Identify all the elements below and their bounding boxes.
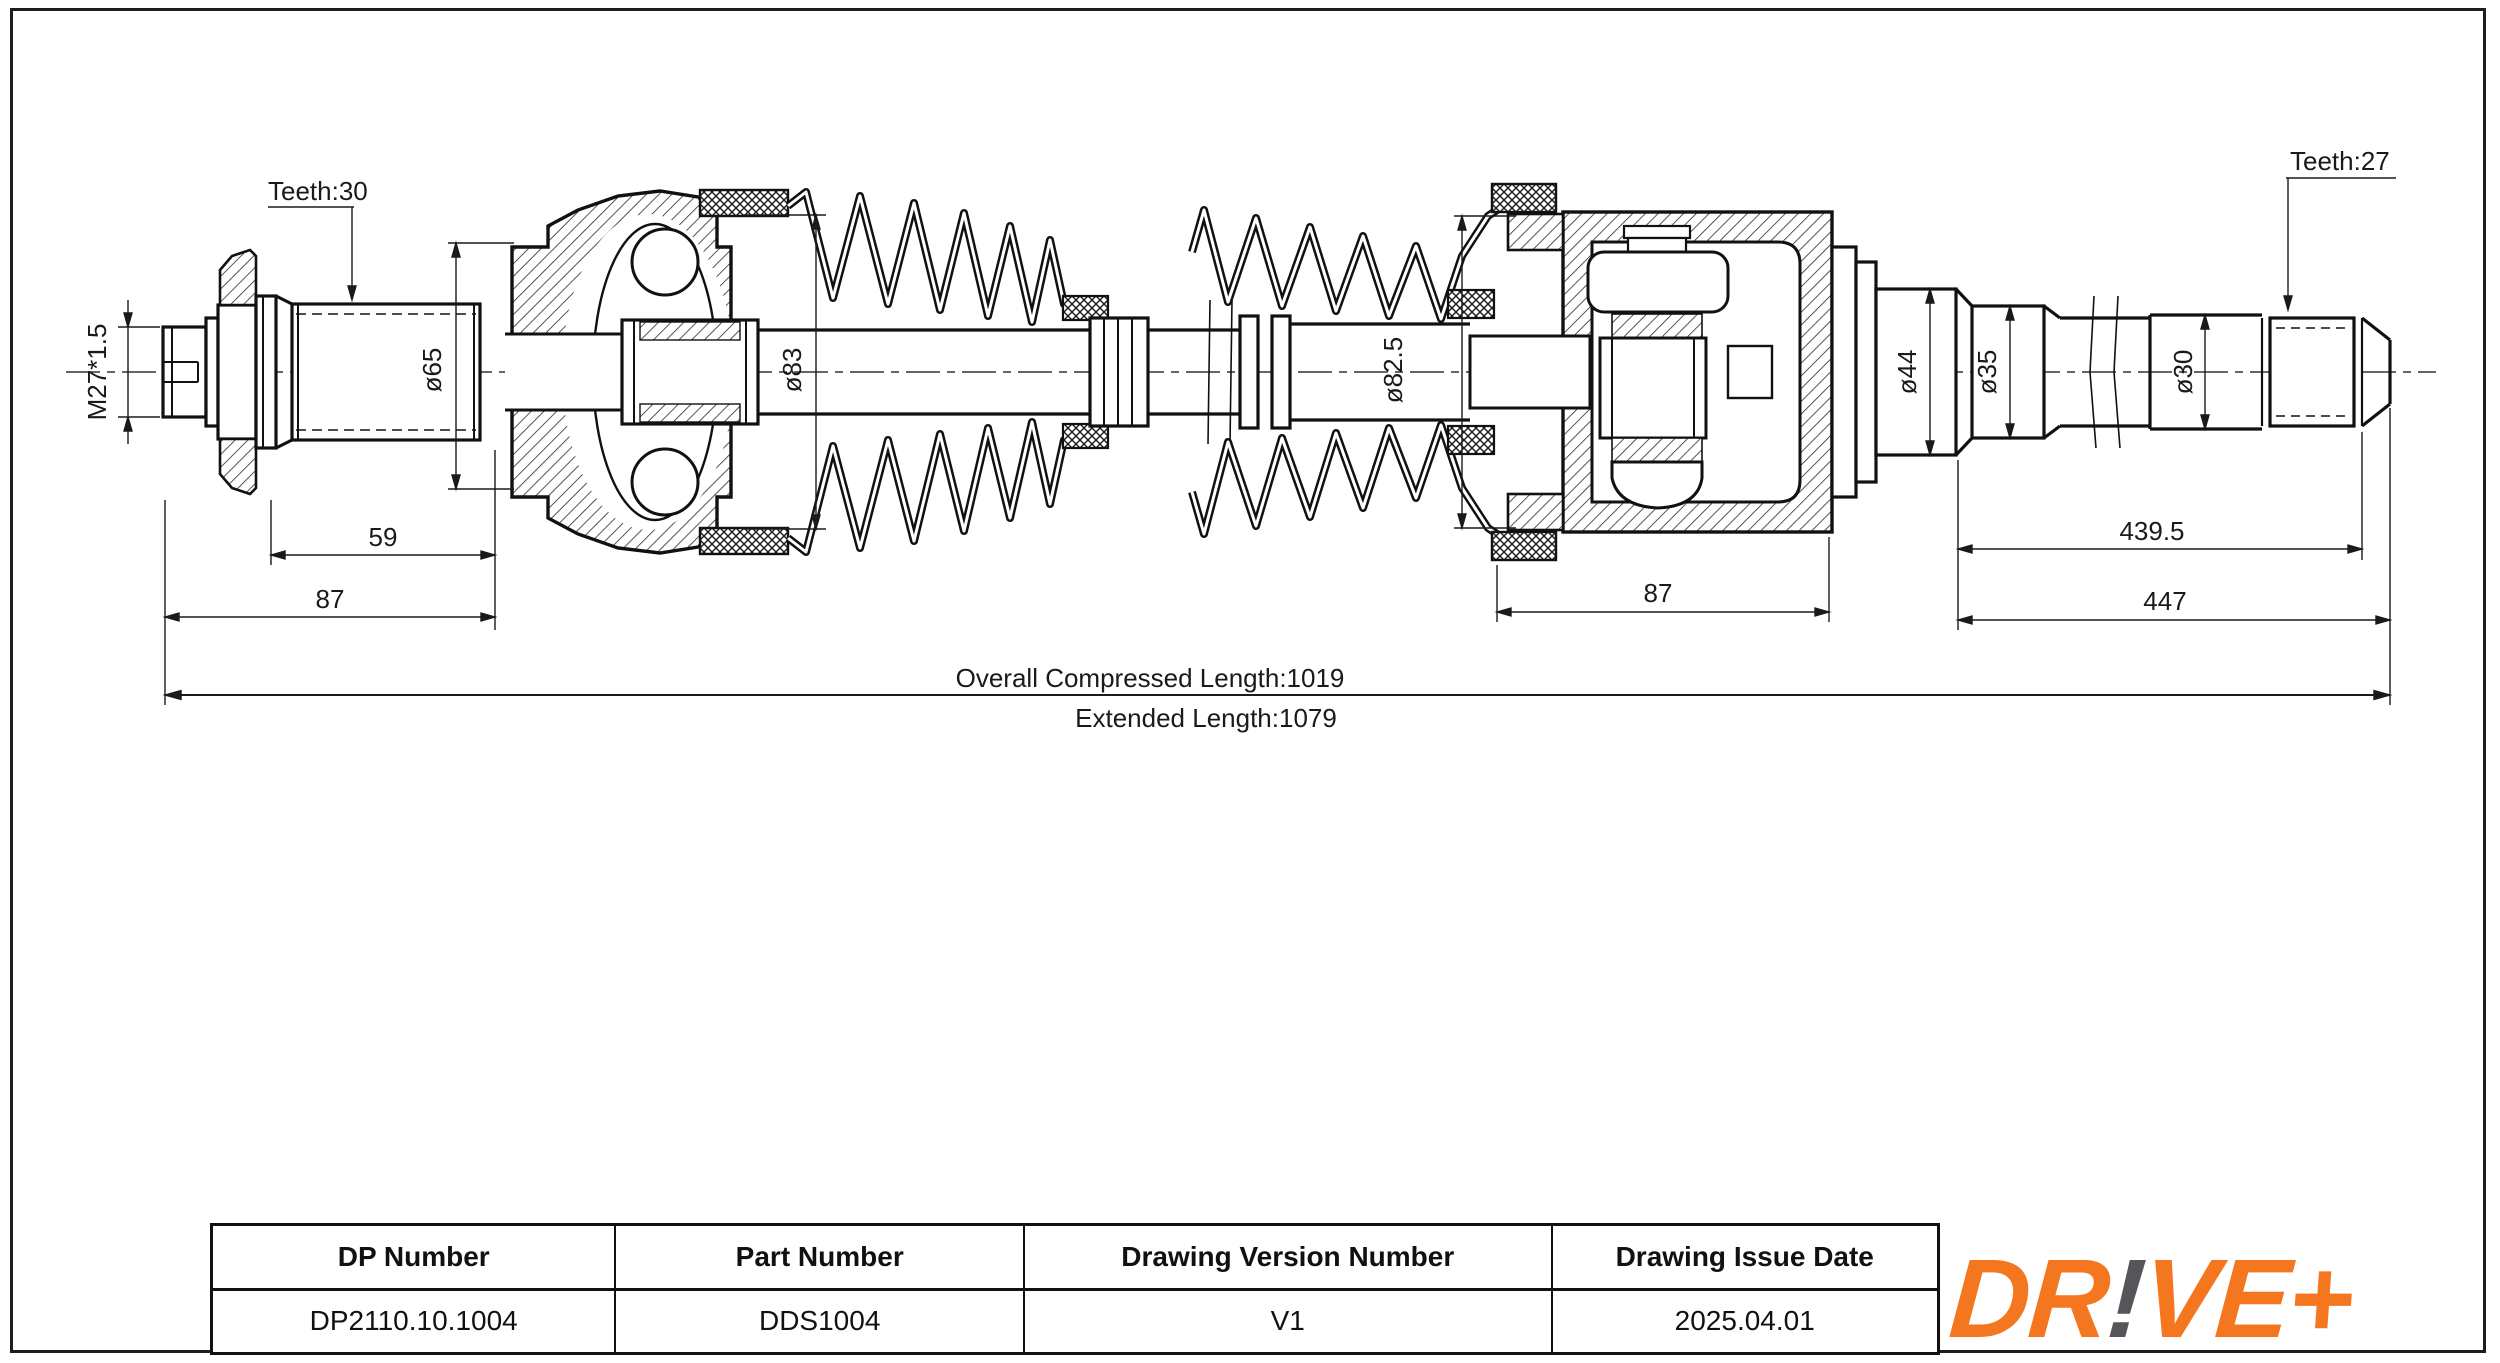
label-teeth-30: Teeth:30 <box>268 176 368 206</box>
label-dia-65: ø65 <box>417 347 447 393</box>
label-thread-m27: M27*1.5 <box>82 323 112 421</box>
title-block-header-row <box>213 1226 1937 1291</box>
brand-logo <box>1945 1236 2484 1361</box>
value-drawing-version-number: V1 <box>1025 1291 1553 1353</box>
header-dp-number: DP Number <box>213 1226 616 1288</box>
label-dia-82-5: ø82.5 <box>1378 336 1408 404</box>
header-drawing-issue-date: Drawing Issue Date <box>1615 1240 1874 1272</box>
outer-cv-joint <box>505 191 758 553</box>
logo-text-ve-plus: VE+ <box>2138 1236 2357 1361</box>
header-drawing-version-number: Drawing Version Number <box>1025 1226 1553 1288</box>
title-block <box>210 1223 1940 1355</box>
label-dim-59: 59 <box>368 522 398 552</box>
label-dia-35: ø35 <box>1972 349 2002 395</box>
label-extended-length: Extended Length:1079 <box>1075 703 1337 733</box>
inner-joint-housing <box>1470 212 1832 532</box>
label-compressed-length: Overall Compressed Length:1019 <box>955 663 1345 693</box>
label-dim-439-5: 439.5 <box>2119 516 2185 546</box>
label-dim-87-left: 87 <box>315 584 345 614</box>
left-threaded-stub <box>163 250 292 494</box>
left-spline-shaft <box>292 304 480 440</box>
header-part-number: Part Number <box>616 1226 1025 1288</box>
label-dim-87-right: 87 <box>1643 578 1673 608</box>
label-dia-30: ø30 <box>2168 349 2198 395</box>
logo-text-dr: DR <box>1945 1236 2113 1361</box>
value-drawing-issue-date: 2025.04.01 <box>1674 1305 1815 1337</box>
title-block-value-row <box>213 1291 1937 1353</box>
logo-exclamation: ! <box>2103 1236 2148 1361</box>
label-dia-44: ø44 <box>1892 349 1922 395</box>
label-teeth-27: Teeth:27 <box>2290 146 2390 176</box>
value-dp-number: DP2110.10.1004 <box>213 1291 616 1353</box>
label-dia-83: ø83 <box>777 347 807 393</box>
value-part-number: DDS1004 <box>616 1291 1025 1353</box>
label-dim-447: 447 <box>2143 586 2187 616</box>
